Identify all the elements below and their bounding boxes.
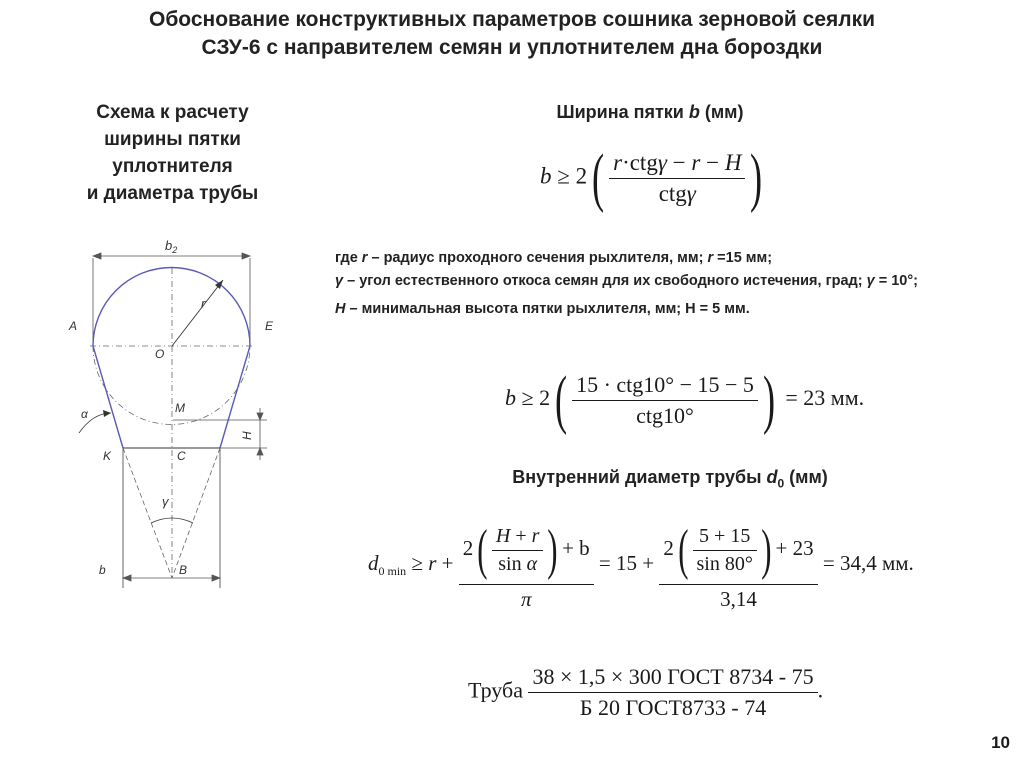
circle-arc <box>93 268 250 347</box>
label-K: K <box>103 449 112 463</box>
circle-dashdot <box>93 346 250 425</box>
cone-left <box>123 448 172 578</box>
label-gamma: γ <box>162 494 169 509</box>
label-E: E <box>265 319 274 333</box>
label-r: r <box>201 296 206 311</box>
pipe-diameter-formula: $d_{0 min} \ge r$ + 2( $\frac{H + r}{\text{sin α}}$ ) + b π = 15 + 2( $\frac{5 + 15}{\sin 80^\circ}$ ) + 23 3,14 = 34,4 мм. <box>368 519 914 611</box>
wall-left <box>93 346 123 448</box>
caption-line: Схема к расчету <box>96 102 249 123</box>
label-B: B <box>179 563 188 577</box>
label-O: O <box>155 347 165 361</box>
definition-gamma: γ – угол естественного откоса семян для их свободного истечения, град; γ = 10°; <box>335 273 918 289</box>
page-number: 10 <box>991 733 1010 752</box>
label-H: H <box>240 431 254 440</box>
variable-definitions <box>335 247 1005 321</box>
label-C: C <box>177 449 186 463</box>
coulter-scheme-diagram <box>55 228 290 598</box>
definition-r: где r – радиус проходного сечения рыхлителя, мм; r =15 мм; <box>335 250 773 266</box>
cone-right <box>172 448 220 578</box>
label-alpha: α <box>81 407 88 421</box>
heel-width-formula: b ≥ 2( $\frac{\text{r·ctgγ − r − H}}{\text{ctgγ}}$ ) <box>540 141 763 214</box>
slide-title-line1: Обоснование конструктивных параметров сошника зерновой сеялки <box>148 8 876 31</box>
pipe-diameter-heading: Внутренний диаметр трубы $d_0$ (мм) <box>512 467 828 491</box>
pipe-designation: Труба $\frac{\text{38 × 1,5 × 300 ГОСТ 8734 - 75}}{\text{Б 20 ГОСТ8733 - 74}}$ . <box>468 664 824 720</box>
label-b: b <box>99 563 106 577</box>
caption-line: ширины пятки <box>104 129 241 150</box>
caption-line: и диаметра трубы <box>86 183 259 204</box>
label-b2: $b_2$ <box>165 238 178 255</box>
radius-line <box>172 280 223 346</box>
caption-line: уплотнителя <box>112 156 233 177</box>
heel-width-calculation: b ≥ 2( $\frac{\text{15 · ctg10° − 15 − 5}}{\text{ctg10°}}$ ) = 23 мм. <box>505 363 865 436</box>
diagram-caption <box>40 99 305 207</box>
definition-H: H – минимальная высота пятки рыхлителя, мм; H = 5 мм. <box>335 301 750 317</box>
dimension-b2 <box>93 253 250 343</box>
heel-width-heading: Ширина пятки b (мм) <box>556 102 744 122</box>
label-A: A <box>69 319 78 333</box>
slide-title-line2: СЗУ-6 с направителем семян и уплотнителем дна бороздки <box>201 36 823 59</box>
label-M: M <box>175 401 185 415</box>
